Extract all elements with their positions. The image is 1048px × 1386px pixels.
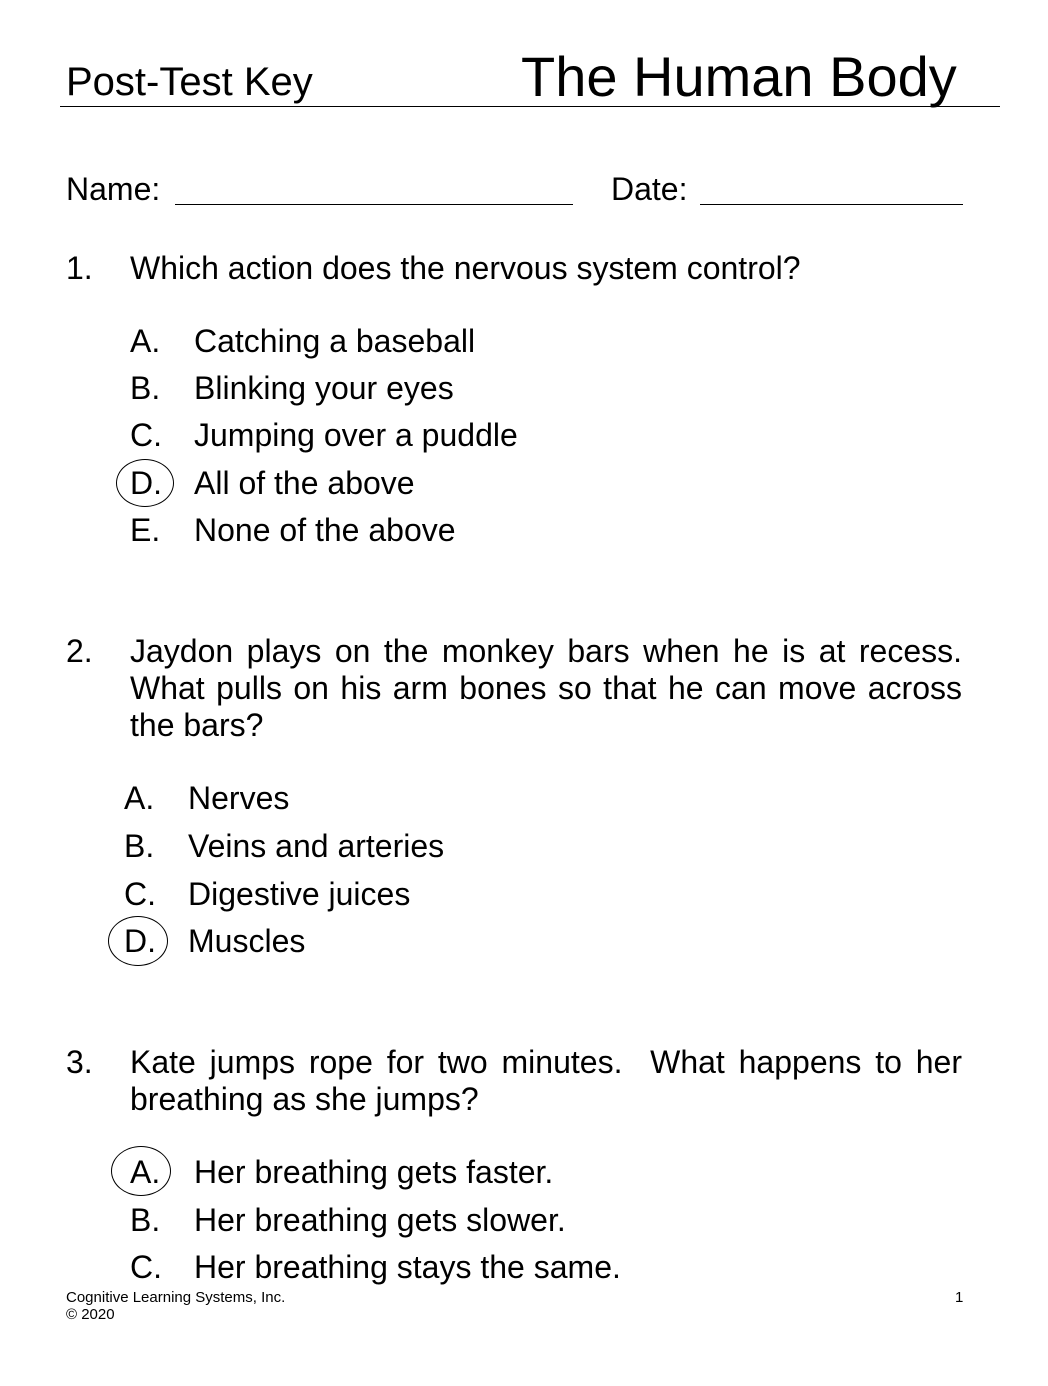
option-text: Her breathing gets faster. bbox=[194, 1154, 554, 1190]
option-text: Blinking your eyes bbox=[194, 370, 454, 406]
option-letter: C. bbox=[130, 1249, 162, 1285]
option-text: None of the above bbox=[194, 512, 456, 548]
option-letter: B. bbox=[124, 828, 155, 864]
option-text: Veins and arteries bbox=[188, 828, 445, 864]
question-number: 2. bbox=[66, 633, 93, 669]
option-letter: A. bbox=[130, 1154, 161, 1190]
option-letter: A. bbox=[124, 780, 155, 816]
document-title: The Human Body bbox=[521, 45, 957, 108]
date-field-line[interactable] bbox=[700, 204, 963, 205]
option-text: Catching a baseball bbox=[194, 323, 476, 359]
option-text: Digestive juices bbox=[188, 876, 411, 912]
name-label: Name: bbox=[66, 171, 161, 207]
question-text: Kate jumps rope for two minutes. What happens to her breathing as she jumps? bbox=[130, 1044, 971, 1117]
document-subtitle: Post-Test Key bbox=[66, 60, 313, 104]
page-number: 1 bbox=[955, 1289, 964, 1306]
option-letter: D. bbox=[130, 465, 162, 501]
date-label: Date: bbox=[611, 171, 688, 207]
option-letter: D. bbox=[124, 923, 156, 959]
option-letter: C. bbox=[124, 876, 156, 912]
question-text: Jaydon plays on the monkey bars when he is at recess. What pulls on his arm bones so that he can move across the bars? bbox=[130, 633, 962, 743]
option-text: Her breathing gets slower. bbox=[194, 1202, 566, 1238]
option-letter: E. bbox=[130, 512, 161, 548]
option-letter: A. bbox=[130, 323, 161, 359]
option-text: Nerves bbox=[188, 780, 290, 816]
option-text: Her breathing stays the same. bbox=[194, 1249, 621, 1285]
option-letter: B. bbox=[130, 1202, 161, 1238]
option-letter: B. bbox=[130, 370, 161, 406]
header-divider bbox=[60, 106, 1000, 107]
question-number: 1. bbox=[66, 250, 93, 286]
question-text: Which action does the nervous system control? bbox=[130, 250, 801, 286]
question-number: 3. bbox=[66, 1044, 93, 1080]
option-text: Muscles bbox=[188, 923, 306, 959]
option-text: All of the above bbox=[194, 465, 415, 501]
footer-publisher: Cognitive Learning Systems, Inc. bbox=[66, 1289, 286, 1306]
option-text: Jumping over a puddle bbox=[194, 417, 518, 453]
option-letter: C. bbox=[130, 417, 162, 453]
footer-copyright: © 2020 bbox=[66, 1306, 115, 1323]
name-field-line[interactable] bbox=[175, 204, 573, 205]
